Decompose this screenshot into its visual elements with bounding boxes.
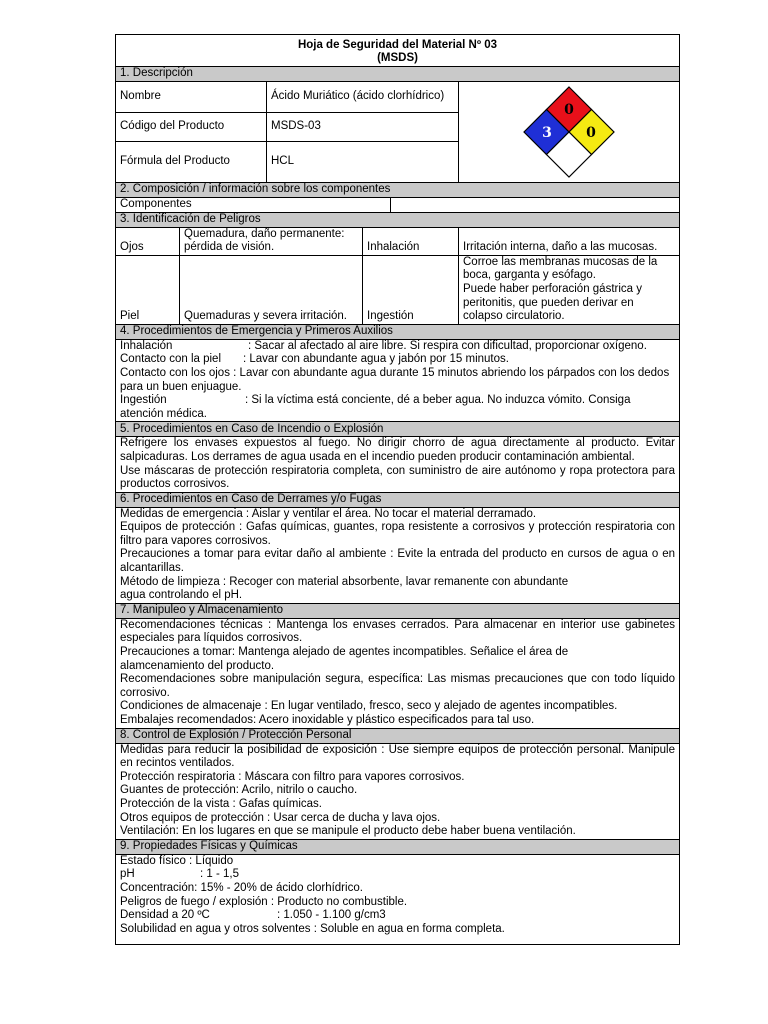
property-state (120, 855, 675, 869)
components-label: Componentes (116, 198, 391, 213)
ventilation: Ventilación: En los lugares en que se manipule el producto debe haber buena ventilación. (120, 825, 576, 838)
ingestion-line-4: peritonitis, que pueden derivar en (463, 296, 634, 309)
section-4-heading: 4. Procedimientos de Emergencia y Primeros Auxilios (116, 324, 680, 339)
first-aid-ingestion-key: Ingestión (120, 394, 167, 407)
product-code-label: Código del Producto (116, 112, 267, 141)
spill-protection-equipment: Equipos de protección : Gafas químicas, guantes, ropa resistente a corrosivos y protección respiratoria con filtro para vapores corrosivos. (120, 521, 676, 547)
first-aid-eyes-value: : Lavar con abundante agua durante 15 minutos abriendo los párpados con los dedos para un buen enjuague. (120, 366, 670, 393)
first-aid-eyes (120, 367, 675, 394)
property-density-key: Densidad a 20 ºC (120, 909, 210, 922)
ingestion-line-1: Corroe las membranas mucosas de la (463, 255, 658, 268)
property-density (120, 909, 675, 923)
property-concentration-text: Concentración: 15% - 20% de ácido clorhídrico. (120, 881, 363, 894)
hazard-ingestion-value (459, 255, 680, 324)
section-6-body (116, 507, 680, 603)
section-4-body (116, 339, 680, 422)
section-5-heading: 5. Procedimientos en Caso de Incendio o Explosión (116, 422, 680, 437)
section-8-body (116, 743, 680, 839)
exposure-measures: Medidas para reducir la posibilidad de exposición : Use siempre equipos de protección personal. Manipule en recintos ventilados. (120, 743, 676, 770)
nfpa-health-value: 3 (542, 125, 552, 141)
property-state-text: Estado físico : Líquido (120, 854, 234, 867)
section-1-heading: 1. Descripción (116, 67, 680, 82)
nfpa-flammability-value: 0 (564, 102, 574, 118)
nfpa-diamond-cell (459, 82, 680, 183)
first-aid-ingestion (120, 394, 675, 421)
product-formula-value: HCL (267, 141, 459, 182)
property-solubility-text: Solubilidad en agua y otros solventes : Soluble en agua en forma completa. (120, 922, 505, 935)
section-3-heading: 3. Identificación de Peligros (116, 212, 680, 227)
hazard-inhalation-label: Inhalación (363, 227, 459, 255)
ingestion-line-2: boca, garganta y esófago. (463, 269, 596, 282)
storage-packaging: Embalajes recomendados: Acero inoxidable y plástico especificados para tal uso. (120, 714, 535, 726)
section-6-heading: 6. Procedimientos en Caso de Derrames y/o Fugas (116, 492, 680, 507)
msds-sheet (115, 34, 679, 945)
product-code-value: MSDS-03 (267, 112, 459, 141)
section-7-heading: 7. Manipuleo y Almacenamiento (116, 603, 680, 618)
hazard-inhalation-value: Irritación interna, daño a las mucosas. (459, 227, 680, 255)
glove-protection: Guantes de protección: Acrilo, nitrilo o caucho. (120, 784, 358, 797)
property-ph-key: pH (120, 868, 135, 881)
section-9-heading: 9. Propiedades Físicas y Químicas (116, 839, 680, 854)
nfpa-diamond (519, 82, 619, 182)
ingestion-line-3: Puede haber perforación gástrica y (463, 282, 642, 295)
name-label: Nombre (116, 82, 267, 113)
section-5-body (116, 437, 680, 492)
section-2-heading: 2. Composición / información sobre los componentes (116, 183, 680, 198)
storage-conditions: Condiciones de almacenaje : En lugar ventilado, fresco, seco y alejado de agentes incompatibles. (120, 700, 618, 713)
spill-cleanup-method: Método de limpieza : Recoger con material absorbente, lavar remanente con abundante (120, 575, 569, 588)
first-aid-ingestion-value: : Si la víctima está conciente, dé a beber agua. No induzca vómito. Consiga atención médica. (120, 394, 631, 420)
first-aid-skin-value: : Lavar con abundante agua y jabón por 15 minutos. (243, 353, 509, 366)
first-aid-eyes-key: Contacto con los ojos (120, 366, 230, 379)
first-aid-skin (120, 353, 675, 367)
respiratory-protection: Protección respiratoria : Máscara con filtro para vapores corrosivos. (120, 770, 465, 783)
property-fire-hazard (120, 896, 675, 910)
first-aid-inhalation-value: : Sacar al afectado al aire libre. Si respira con dificultad, proporcionar oxígeno. (248, 339, 647, 352)
section-9-continuation (120, 936, 675, 944)
storage-handling-recommendations: Recomendaciones sobre manipulación segura, específica: Las mismas precauciones que con todo líquido corrosivo. (120, 673, 676, 699)
spill-emergency-measures: Medidas de emergencia : Aislar y ventilar el área. No tocar el material derramado. (120, 507, 537, 520)
ingestion-line-5: colapso circulatorio. (463, 310, 565, 323)
section-7-body (116, 618, 680, 728)
storage-technical-recommendations: Recomendaciones técnicas : Mantenga los envases cerrados. Para almacenar en interior use gabinetes especiales para líquidos corrosivos. (120, 618, 676, 645)
name-value: Ácido Muriático (ácido clorhídrico) (267, 82, 459, 113)
hazard-eyes-label: Ojos (116, 227, 180, 255)
eye-protection: Protección de la vista : Gafas químicas. (120, 797, 322, 810)
first-aid-inhalation (120, 340, 675, 354)
spill-cleanup-method-cont: agua controlando el pH. (120, 589, 243, 602)
property-ph (120, 868, 675, 882)
property-fire-hazard-text: Peligros de fuego / explosión : Producto no combustible. (120, 895, 408, 908)
hazard-eyes-line-1: Quemadura, daño permanente: (184, 227, 345, 240)
hazard-eyes-line-2: pérdida de visión. (184, 241, 275, 254)
property-ph-value: : 1 - 1,5 (200, 868, 239, 881)
first-aid-skin-key: Contacto con la piel (120, 353, 222, 366)
hazard-skin-value: Quemaduras y severa irritación. (180, 255, 363, 324)
other-equipment: Otros equipos de protección : Usar cerca de ducha y lava ojos. (120, 811, 441, 824)
fire-paragraph-1: Refrigere los envases expuestos al fuego. No dirigir chorro de agua directamente al producto. Evitar salpicaduras. Los derrames de agua usada en el incendio pueden producir contaminación ambiental. (120, 437, 676, 463)
spill-environment-precautions: Precauciones a tomar para evitar daño al ambiente : Evite la entrada del producto en cursos de agua o en alcantarillas. (120, 548, 676, 575)
property-concentration (120, 882, 675, 896)
storage-precautions-cont: alamcenamiento del producto. (120, 659, 275, 672)
hazard-skin-label: Piel (116, 255, 180, 324)
msds-table (115, 34, 680, 945)
property-solubility (120, 923, 675, 937)
fire-paragraph-2: Use máscaras de protección respiratoria completa, con suministro de aire autónomo y ropa protectora para productos corrosivos. (120, 464, 676, 491)
document-title-cell (116, 35, 680, 67)
product-formula-label: Fórmula del Producto (116, 141, 267, 182)
section-8-heading: 8. Control de Explosión / Protección Personal (116, 728, 680, 743)
document-subtitle: (MSDS) (377, 52, 418, 64)
components-value (391, 198, 680, 213)
nfpa-reactivity-value: 0 (586, 125, 596, 141)
storage-precautions: Precauciones a tomar: Mantenga alejado de agentes incompatibles. Señalice el área de (120, 646, 569, 659)
first-aid-inhalation-key: Inhalación (120, 339, 173, 352)
property-density-value: : 1.050 - 1.100 g/cm3 (277, 909, 386, 922)
hazard-ingestion-label: Ingestión (363, 255, 459, 324)
document-title: Hoja de Seguridad del Material Nº 03 (297, 39, 498, 51)
section-9-body (116, 854, 680, 945)
hazard-eyes-value (180, 227, 363, 255)
